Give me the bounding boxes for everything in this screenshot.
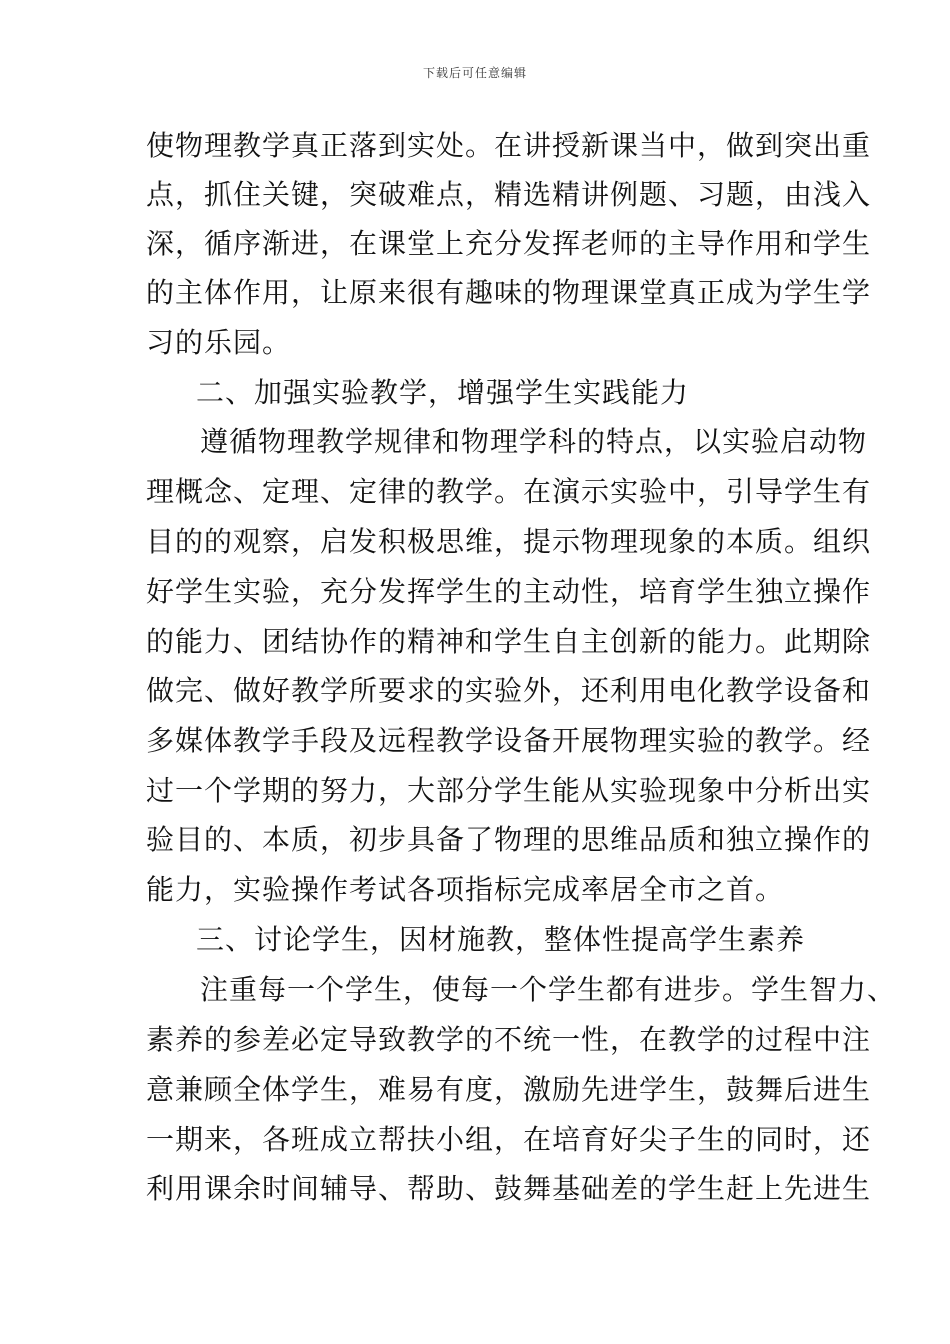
text-line: 过一个学期的努力，大部分学生能从实验现象中分析出实 — [146, 774, 872, 807]
text-line: 利用课余时间辅导、帮助、鼓舞基础差的学生赶上先进生 — [146, 1172, 872, 1205]
section-heading: 三、讨论学生，因材施教，整体性提高学生素养 — [196, 923, 806, 956]
text-line: 点，抓住关键，突破难点，精选精讲例题、习题，由浅入 — [146, 178, 872, 211]
text-line: 能力，实验操作考试各项指标完成率居全市之首。 — [146, 873, 785, 906]
text-line: 一期来，各班成立帮扶小组，在培育好尖子生的同时，还 — [146, 1123, 872, 1156]
text-line: 的能力、团结协作的精神和学生自主创新的能力。此期除 — [146, 625, 872, 658]
text-line: 验目的、本质，初步具备了物理的思维品质和独立操作的 — [146, 823, 872, 856]
section-heading: 二、加强实验教学，增强学生实践能力 — [196, 376, 690, 409]
text-line: 多媒体教学手段及远程教学设备开展物理实验的教学。经 — [146, 724, 872, 757]
paragraph-first-line: 注重每一个学生，使每一个学生都有进步。学生智力、 — [200, 973, 897, 1006]
paragraph-first-line: 遵循物理教学规律和物理学科的特点，以实验启动物 — [200, 425, 868, 458]
text-line: 深，循序渐进，在课堂上充分发挥老师的主导作用和学生 — [146, 227, 872, 260]
text-line: 的主体作用，让原来很有趣味的物理课堂真正成为学生学 — [146, 276, 872, 309]
text-line: 意兼顾全体学生，难易有度，激励先进学生，鼓舞后进生 — [146, 1073, 872, 1106]
text-line: 理概念、定理、定律的教学。在演示实验中，引导学生有 — [146, 475, 872, 508]
text-line: 素养的参差必定导致教学的不统一性，在教学的过程中注 — [146, 1023, 872, 1056]
text-line: 好学生实验，充分发挥学生的主动性，培育学生独立操作 — [146, 575, 872, 608]
text-line: 使物理教学真正落到实处。在讲授新课当中，做到突出重 — [146, 129, 872, 162]
text-line: 做完、做好教学所要求的实验外，还利用电化教学设备和 — [146, 674, 872, 707]
text-line: 目的的观察，启发积极思维，提示物理现象的本质。组织 — [146, 525, 872, 558]
header-note: 下载后可任意编辑 — [422, 66, 527, 80]
text-line: 习的乐园。 — [146, 326, 292, 359]
